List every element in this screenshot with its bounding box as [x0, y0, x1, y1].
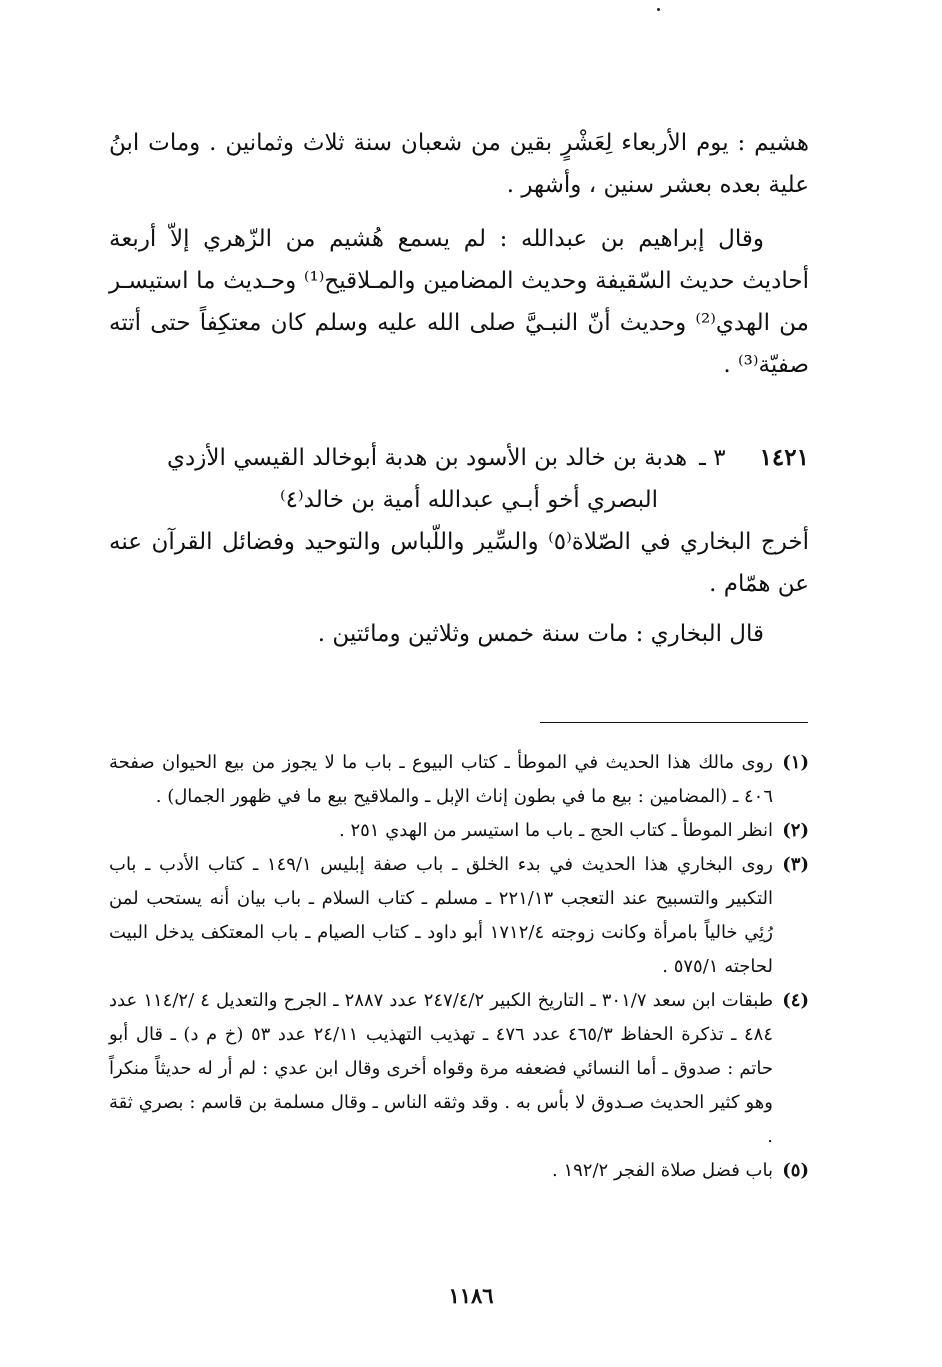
- entry-line-2: البصري أخو أبـي عبدالله أمية بن خالد⁽٤⁾: [280, 487, 658, 513]
- footnote: [109, 984, 809, 1154]
- footnote-text: انظر الموطأ ـ كتاب الحج ـ باب ما استيسر من الهدي ٢٥١ .: [339, 820, 773, 841]
- footnote-mark: (١): [782, 752, 809, 773]
- footnote-mark: (٥): [782, 1160, 809, 1181]
- entry-name: هدبة بن خالد بن الأسود بن هدبة أبوخالد القيسي الأزدي: [167, 445, 688, 471]
- paragraph-1: هشيم : يوم الأربعاء لِعَشْرٍ بقين من شعبان سنة ثلاث وثمانين . ومات ابنُ علية بعده بعشر سنين ، وأشهر .: [109, 130, 809, 198]
- footnote-text: روى مالك هذا الحديث في الموطأ ـ كتاب البيوع ـ باب ما لا يجوز من بيع الحيوان صفحة ٤٠٦ ـ (المضامين : بيع ما في بطون إناث الإبل ـ والملاقيح بيع ما في ظهور الجمال) .: [109, 752, 773, 807]
- footnote-mark: (٤): [782, 990, 809, 1011]
- paragraph-3: أخرج البخاري في الصّلاة⁽٥⁾ والسِّير واللّباس والتوحيد وفضائل القرآن عنه عن همّام .: [109, 529, 809, 597]
- entry-body: [109, 521, 809, 655]
- footnote-mark: (٣): [782, 854, 809, 875]
- biography-entry-heading: [109, 437, 809, 521]
- footnotes: [109, 746, 809, 1188]
- paragraph-4: قال البخاري : مات سنة خمس وثلاثين ومائتين .: [317, 621, 764, 647]
- entry-line-1: [109, 437, 809, 479]
- footnote-text: روى البخاري هذا الحديث في بدء الخلق ـ باب صفة إبليس ١٤٩/١ ـ كتاب الأدب ـ باب التكبير والتسبيح عند التعجب ٢٢١/١٣ ـ مسلم ـ كتاب السلام ـ باب بيان أنه يستحب لمن رُئِي خالياً بامرأة وكانت زوجته ١٧١٢/٤ أبو داود ـ كتاب الصيام ـ باب المعتكف يدخل البيت لحاجته ٥٧٥/١ .: [109, 854, 774, 977]
- footnote-text: طبقات ابن سعد ٣٠١/٧ ـ التاريخ الكبير ٢٤٧/٤/٢ عدد ٢٨٨٧ ـ الجرح والتعديل ٤ /١١٤/٢ عدد ٤٨٤ ـ تذكرة الحفاظ ٤٦٥/٣ عدد ٤٧٦ ـ تهذيب التهذيب ٢٤/١١ عدد ٥٣ (خ م د) ـ قال أبو حاتم : صدوق ـ أما النسائي فضعفه مرة وقواه أخرى وقال ابن عدي : لم أر له حديثاً منكراً وهو كثير الحديث صـدوق لا بأس به . وقد وثقه الناس ـ وقال مسلمة بن قاسم : بصري ثقة .: [109, 990, 774, 1147]
- footnote-text: باب فضل صلاة الفجر ١٩٢/٢ .: [552, 1160, 773, 1181]
- page-number: ١١٨٦: [448, 1283, 494, 1308]
- opening-text: [109, 122, 809, 386]
- footnote-mark: (٢): [782, 820, 809, 841]
- footnote: [109, 746, 809, 814]
- footnote: [109, 848, 809, 984]
- paragraph-2: وقال إبراهيم بن عبدالله : لم يسمع هُشيم من الزّهري إلاّ أربعة أحاديث حديث السّقيفة وحديث المضامين والمـلاقيح⁽¹⁾ وحـديث ما استيسـر من الهدي⁽²⁾ وحديث أنّ النبـيَّ صلى الله عليه وسلم كان معتكِفاً حتى أتته صفيّة⁽³⁾ .: [109, 226, 809, 378]
- footnote-separator: [540, 722, 808, 723]
- footnote: [109, 1154, 809, 1188]
- entry-subnumber: ٣ ـ: [699, 445, 726, 471]
- scan-speck: [657, 8, 660, 11]
- entry-number: ١٤٢١: [759, 444, 809, 471]
- footnote: [109, 814, 809, 848]
